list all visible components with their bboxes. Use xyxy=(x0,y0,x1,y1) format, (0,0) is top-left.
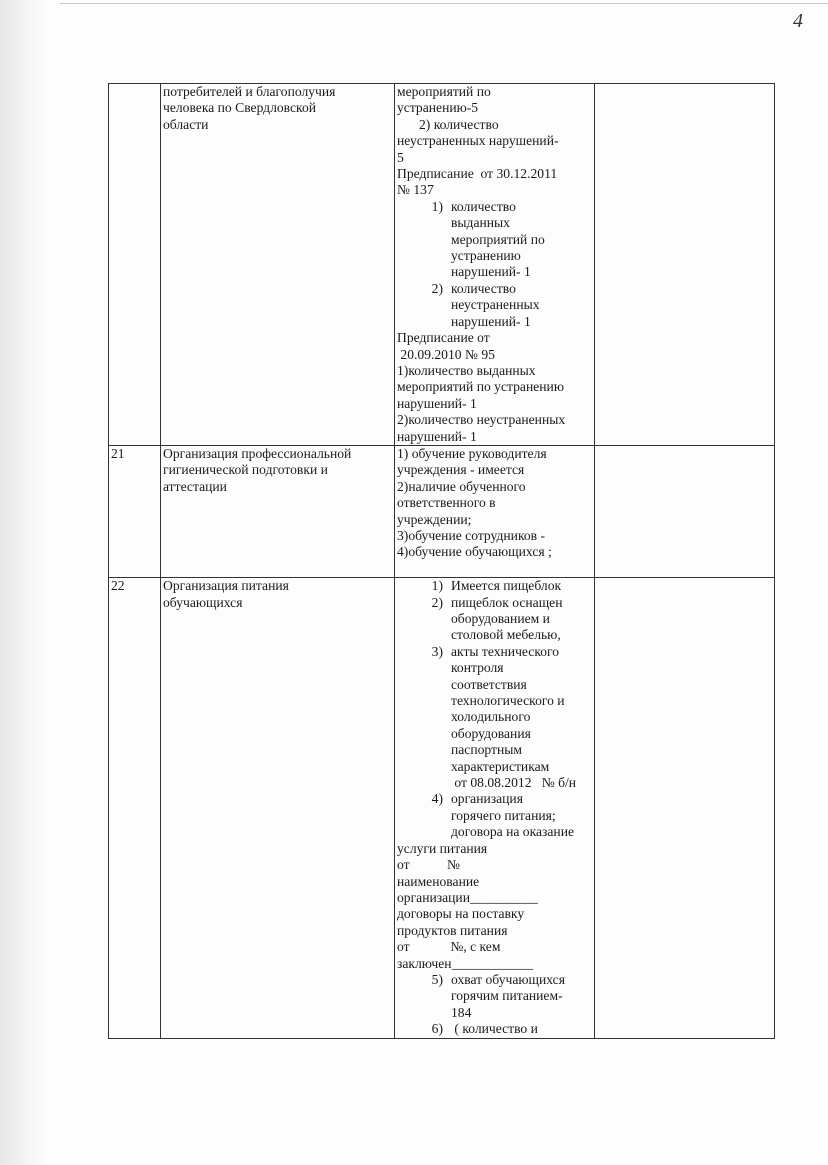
numbered-item xyxy=(397,578,592,594)
item-line: соответствия xyxy=(451,676,527,692)
result-line: неустраненных нарушений- xyxy=(397,133,559,149)
result-line: ответственного в xyxy=(397,495,496,511)
item-body xyxy=(451,578,592,594)
item-body xyxy=(451,199,592,281)
item-line: выданных xyxy=(451,215,510,231)
item-line: договора на оказание xyxy=(451,824,575,840)
numbered-item xyxy=(397,644,592,792)
result-line: 1) обучение руководителя xyxy=(397,445,547,461)
result-line: наименование xyxy=(397,873,480,889)
table-row xyxy=(109,445,775,577)
item-body xyxy=(451,595,592,644)
item-line: технологического и xyxy=(451,693,565,709)
result-line: 2)количество неустраненных xyxy=(397,412,566,428)
item-line: количество xyxy=(451,280,516,296)
inspection-result-cell xyxy=(395,445,595,577)
item-line: оборудования xyxy=(451,725,531,741)
scan-top-edge xyxy=(60,3,828,4)
result-line: мероприятий по xyxy=(397,84,491,99)
item-number: 5) xyxy=(431,971,443,987)
row-number: 22 xyxy=(111,578,125,594)
result-line: от № xyxy=(397,857,460,873)
requirements-table xyxy=(108,83,775,1039)
page-number: 4 xyxy=(793,10,803,32)
numbered-item xyxy=(397,1021,592,1037)
item-number: 1) xyxy=(431,198,443,214)
result-line: 3)обучение сотрудников - xyxy=(397,527,546,543)
item-line: Имеется пищеблок xyxy=(451,578,562,594)
result-line: Предписание от xyxy=(397,330,490,346)
inspection-result-cell xyxy=(395,84,595,446)
requirement-name-cell xyxy=(161,445,395,577)
result-line: заключен____________ xyxy=(397,955,534,971)
requirement-name-line: аттестации xyxy=(163,478,227,494)
result-line: от №, с кем xyxy=(397,939,501,955)
numbered-item xyxy=(397,972,592,1021)
item-number: 4) xyxy=(431,791,443,807)
item-line: акты технического xyxy=(451,643,560,659)
item-body xyxy=(451,644,592,792)
result-line: продуктов питания xyxy=(397,922,508,938)
item-line: организация xyxy=(451,791,523,807)
scan-page-edge xyxy=(0,0,50,1165)
result-line: услуги питания xyxy=(397,840,488,856)
notes-cell xyxy=(595,445,775,577)
result-line: договоры на поставку xyxy=(397,906,525,922)
requirement-name-line: гигиенической подготовки и xyxy=(163,462,328,478)
result-line: учреждении; xyxy=(397,511,472,527)
numbered-item xyxy=(397,199,592,281)
result-line: 20.09.2010 № 95 xyxy=(397,346,495,362)
item-number: 3) xyxy=(431,643,443,659)
result-line: организации__________ xyxy=(397,889,538,905)
item-line: контроля xyxy=(451,660,504,676)
notes-cell xyxy=(595,84,775,446)
result-line: нарушений- 1 xyxy=(397,395,477,411)
inspection-result-cell xyxy=(395,578,595,1038)
result-line: № 137 xyxy=(397,182,434,198)
row-number-cell xyxy=(109,84,161,446)
result-line: 2)наличие обученного xyxy=(397,478,526,494)
item-line: пищеблок оснащен xyxy=(451,594,563,610)
requirement-name-cell xyxy=(161,84,395,446)
item-line: паспортным xyxy=(451,742,522,758)
item-line: нарушений- 1 xyxy=(451,313,531,329)
item-line: характеристикам xyxy=(451,758,550,774)
result-line: 1)количество выданных xyxy=(397,362,536,378)
notes-cell xyxy=(595,578,775,1038)
item-line: столовой мебелью, xyxy=(451,627,561,643)
item-line: горячего питания; xyxy=(451,807,556,823)
item-line: оборудованием и xyxy=(451,611,550,626)
item-line: охват обучающихся xyxy=(451,971,565,987)
item-line: количество xyxy=(451,198,516,214)
item-line: 184 xyxy=(451,1004,472,1020)
requirement-name-line: Организация профессиональной xyxy=(163,445,352,461)
numbered-item xyxy=(397,791,592,840)
item-line: устранению xyxy=(451,248,521,264)
item-line: холодильного xyxy=(451,709,531,725)
item-body xyxy=(451,791,592,840)
table-row xyxy=(109,84,775,446)
item-line: от 08.08.2012 № б/н xyxy=(451,775,577,791)
result-line xyxy=(397,561,592,577)
result-line: мероприятий по устранению xyxy=(397,379,564,395)
requirement-name-cell xyxy=(161,578,395,1038)
item-body xyxy=(451,281,592,330)
item-line: ( количество и xyxy=(451,1021,538,1037)
item-line: горячим питанием- xyxy=(451,988,563,1004)
item-number: 2) xyxy=(431,280,443,296)
item-body xyxy=(451,1021,592,1037)
item-line: неустраненных xyxy=(451,297,540,313)
result-line: учреждения - имеется xyxy=(397,462,525,478)
row-number-cell xyxy=(109,578,161,1038)
result-line: нарушений- 1 xyxy=(397,428,477,444)
row-number-cell xyxy=(109,445,161,577)
requirement-name-line: области xyxy=(163,116,209,132)
result-line: 5 xyxy=(397,149,404,165)
requirement-name-line: обучающихся xyxy=(163,594,243,610)
result-line: 2) количество xyxy=(419,116,499,132)
result-line: устранению-5 xyxy=(397,100,479,116)
requirement-name-line: человека по Свердловской xyxy=(163,100,317,116)
result-line: Предписание от 30.12.2011 xyxy=(397,166,558,182)
requirement-name-line: потребителей и благополучия xyxy=(163,84,336,99)
item-number: 6) xyxy=(431,1021,443,1037)
numbered-item xyxy=(397,595,592,644)
item-line: нарушений- 1 xyxy=(451,264,531,280)
item-body xyxy=(451,972,592,1021)
item-number: 2) xyxy=(431,594,443,610)
item-line: мероприятий по xyxy=(451,231,545,247)
item-number: 1) xyxy=(431,578,443,594)
numbered-item xyxy=(397,281,592,330)
table-row xyxy=(109,578,775,1038)
row-number: 21 xyxy=(111,445,125,461)
requirement-name-line: Организация питания xyxy=(163,578,289,594)
result-line: 4)обучение обучающихся ; xyxy=(397,544,552,560)
